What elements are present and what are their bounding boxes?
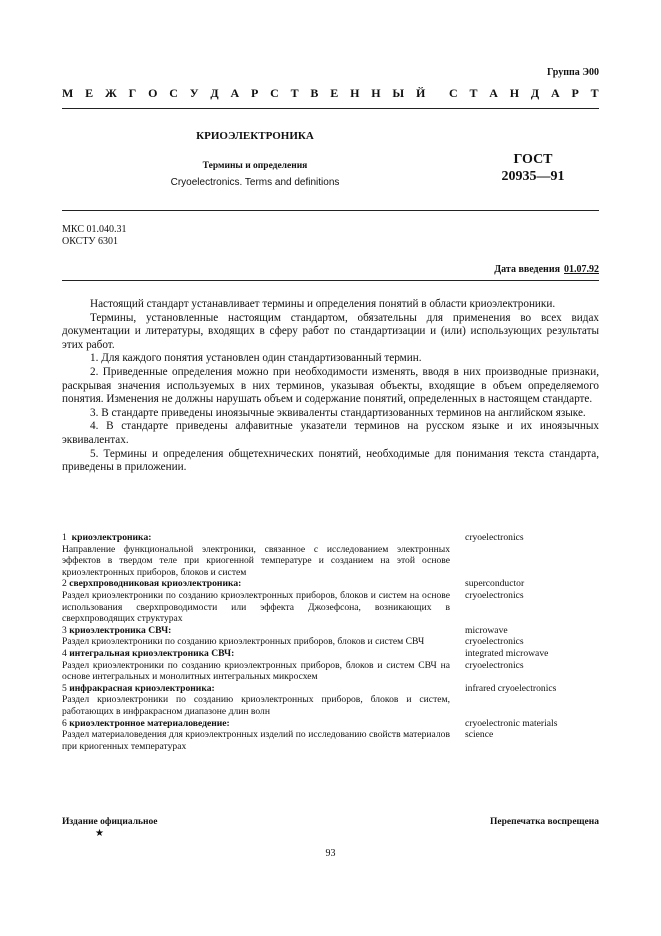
term-entry <box>62 683 599 718</box>
term-body <box>62 625 450 648</box>
term-heading <box>62 578 450 590</box>
banner-letter: С <box>169 86 178 100</box>
term-number: 6 <box>62 717 67 729</box>
preamble-paragraph: 5. Термины и определения общетехнических понятий, необходимые для понимания текста стандарта, приведены в приложении. <box>62 447 599 474</box>
document-subtitle: Термины и определения <box>202 161 308 171</box>
term-heading <box>62 683 450 695</box>
banner-letter: А <box>550 86 560 100</box>
term-name: криоэлектроника СВЧ: <box>69 624 172 636</box>
group-code: Группа Э00 <box>547 67 599 78</box>
english-line: cryoelectronics <box>465 532 524 543</box>
banner-letter: Е <box>85 86 94 100</box>
term-english <box>465 683 599 718</box>
standard-banner <box>62 86 599 101</box>
term-english <box>465 578 599 624</box>
term-number: 3 <box>62 624 67 636</box>
banner-letter: А <box>489 86 498 100</box>
term-number: 4 <box>62 647 67 659</box>
preamble-paragraph: 3. В стандарте приведены иноязычные эквиваленты стандартизованных терминов на английском языке. <box>90 406 586 419</box>
english-line: science <box>465 729 494 741</box>
term-entry <box>62 625 599 648</box>
english-line: cryoelectronic materials <box>465 717 558 729</box>
banner-letter: С <box>270 86 279 100</box>
page-number: 93 <box>325 848 336 859</box>
term-name: интегральная криоэлектроника СВЧ: <box>69 647 235 659</box>
banner-letter: Е <box>330 86 339 100</box>
term-english <box>465 648 599 683</box>
banner-letter: Г <box>128 86 137 100</box>
term-entry <box>62 718 599 753</box>
banner-letter: Т <box>290 86 299 100</box>
banner-letter: М <box>62 86 74 100</box>
banner-letter: Й <box>415 86 426 100</box>
banner-letter: Ы <box>392 86 405 100</box>
gost-code: 20935—91 <box>501 169 565 184</box>
banner-letter: С <box>448 86 458 100</box>
term-definition: Раздел криоэлектроники по созданию криоэлектронных приборов, блоков и систем на основе использования сверхпроводимости или эффекта Джозефсона, возникающих в сверхпроводящих структурах <box>62 589 450 625</box>
english-line: integrated microwave <box>465 647 549 659</box>
intro-date-value: 01.07.92 <box>564 264 599 275</box>
date-rule <box>62 280 599 281</box>
preamble-paragraph: Термины, установленные настоящим стандартом, обязательны для применения во всех видах документации и литературы, входящих в сферу работ по стандартизации и (или) использующих результаты этих работ. <box>62 311 599 351</box>
english-line: superconductor <box>465 578 525 590</box>
term-body <box>62 648 450 683</box>
english-line: infrared cryoelectronics <box>465 682 557 694</box>
english-line: cryoelectronics <box>465 659 524 671</box>
term-number: 1 <box>62 532 67 543</box>
banner-letter: В <box>310 86 319 100</box>
term-heading <box>62 532 450 544</box>
terms-list <box>62 532 599 752</box>
gost-label: ГОСТ <box>513 152 553 167</box>
term-english <box>465 532 599 578</box>
banner-letter: А <box>230 86 240 100</box>
preamble <box>62 298 599 475</box>
banner-letter: Ж <box>104 86 117 100</box>
term-heading <box>62 718 450 730</box>
banner-letter: Т <box>590 86 599 100</box>
term-english <box>465 625 599 648</box>
term-definition: Раздел криоэлектроники по созданию криоэлектронных приборов, блоков и систем СВЧ <box>62 636 425 648</box>
mks-code: МКС 01.040.31 <box>62 224 127 235</box>
document-title: КРИОЭЛЕКТРОНИКА <box>196 130 314 142</box>
term-definition: Раздел криоэлектроники по созданию криоэлектронных приборов, блоков и систем, работающих в инфракрасном диапазоне длин волн <box>62 694 450 717</box>
term-english <box>465 718 599 753</box>
banner-letter: Р <box>571 86 579 100</box>
banner-letter: Р <box>250 86 259 100</box>
english-line: cryoelectronics <box>465 636 524 648</box>
banner-letter: Д <box>210 86 219 100</box>
preamble-paragraph: Настоящий стандарт устанавливает термины и определения понятий в области криоэлектроники. <box>90 298 556 310</box>
banner-letter: Д <box>530 86 540 100</box>
english-line: cryoelectronics <box>465 589 524 601</box>
term-name: инфракрасная криоэлектроника: <box>69 682 215 694</box>
intro-date-label: Дата введения <box>494 264 560 275</box>
preamble-paragraph: 4. В стандарте приведены алфавитные указатели терминов на русском языке и их иноязычных эквивалентах. <box>62 420 599 446</box>
official-edition-label: Издание официальное <box>62 817 158 827</box>
term-body <box>62 683 450 718</box>
banner-letter: Н <box>350 86 360 100</box>
term-name: криоэлектронное материаловедение: <box>69 717 230 729</box>
banner-letter: У <box>189 86 199 100</box>
english-line: microwave <box>465 624 508 636</box>
term-entry <box>62 532 599 578</box>
term-number: 5 <box>62 682 67 694</box>
term-body <box>62 718 450 753</box>
term-heading <box>62 648 450 660</box>
banner-letter: Н <box>371 86 381 100</box>
preamble-paragraph: 1. Для каждого понятия установлен один стандартизованный термин. <box>90 352 422 365</box>
okstu-code: ОКСТУ 6301 <box>62 236 119 247</box>
term-name: криоэлектроника: <box>71 532 152 543</box>
banner-letter: Т <box>469 86 478 100</box>
title-block <box>140 130 370 188</box>
document-english-title: Cryoelectronics. Terms and definitions <box>170 177 340 188</box>
title-rule <box>62 210 599 211</box>
gost-number <box>488 151 578 185</box>
preamble-paragraph: 2. Приведенные определения можно при необходимости изменять, вводя в них производные признаки, раскрывая значения используемых в них терминов, указывая объекты, входящие в объем определяемого понятия. Изменения не должны нарушать объем и содержание понятий, определенных в настоящем стандарте. <box>62 365 599 406</box>
classification-codes <box>62 224 126 248</box>
header-rule <box>62 108 599 109</box>
term-entry <box>62 648 599 683</box>
term-definition: Направление функциональной электроники, связанное с исследованием электронных эффектов в твердом теле при криогенной температуре и созданием на этой основе криоэлектронных приборов, блоков и систем <box>62 543 450 578</box>
reprint-prohibited-label: Перепечатка воспрещена <box>489 817 599 827</box>
term-name: сверхпроводниковая криоэлектроника: <box>69 578 242 590</box>
term-definition: Раздел криоэлектроники по созданию криоэлектронных приборов, блоков и систем СВЧ на основе интегральных и монолитных интегральных микросхем <box>62 659 450 683</box>
term-entry <box>62 578 599 624</box>
term-number: 2 <box>62 578 67 590</box>
star-icon: ★ <box>95 828 104 839</box>
banner-letter: Н <box>509 86 520 100</box>
term-definition: Раздел материаловедения для криоэлектронных изделий по исследованию свойств материалов при криогенных температурах <box>62 729 450 752</box>
intro-date <box>494 264 599 275</box>
term-body <box>62 532 450 578</box>
banner-letter: О <box>148 86 158 100</box>
term-heading <box>62 625 450 637</box>
term-body <box>62 578 450 624</box>
